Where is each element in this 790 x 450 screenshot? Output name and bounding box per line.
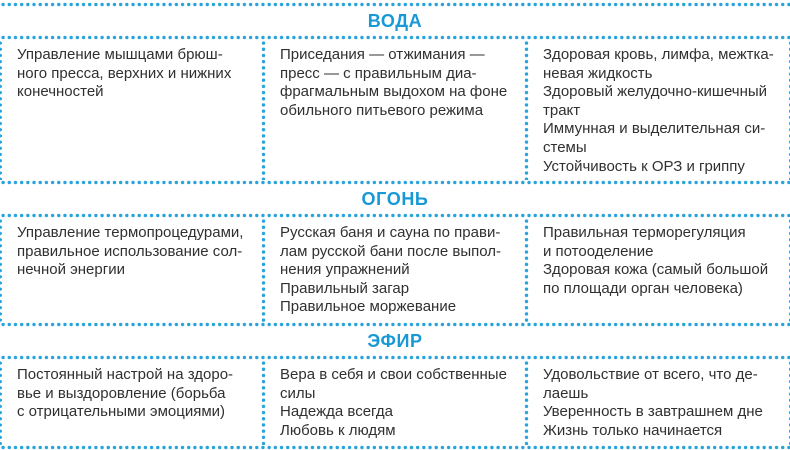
cell-text-line: Здоровая кожа (самый большой xyxy=(543,261,769,279)
section-title: ВОДА xyxy=(367,10,423,31)
cell-text-line: вье и выздоровление (борьба xyxy=(17,384,226,402)
table-cell xyxy=(529,360,787,445)
table-cell xyxy=(529,40,787,180)
section-voda xyxy=(0,7,790,185)
cell-text-line: Управление мышцами брюш- xyxy=(17,46,223,63)
cell-text-line: правильное использование сол- xyxy=(17,242,243,260)
cell-text-line: Надежда всегда xyxy=(280,403,393,421)
cell-text-line: с отрицательными эмоциями) xyxy=(17,403,226,421)
cell-text-line: Иммунная и выделительная си- xyxy=(543,120,766,138)
cell-text-line: Правильное моржевание xyxy=(280,298,457,316)
cell-text-line: Любовь к людям xyxy=(280,421,396,439)
table-row xyxy=(0,40,790,180)
cell-text-line: Уверенность в завтрашнем дне xyxy=(543,403,763,421)
section-title: ОГОНЬ xyxy=(361,188,429,209)
cell-text-line: Здоровый желудочно-кишечный xyxy=(543,83,768,101)
table-cell xyxy=(3,40,261,180)
cell-text-line: Управление термопроцедурами, xyxy=(17,224,244,241)
cell-text-line: Устойчивость к ОРЗ и гриппу xyxy=(543,157,745,175)
table-cell xyxy=(266,40,524,180)
section-header-efir xyxy=(0,327,790,355)
section-ogon xyxy=(0,185,790,327)
cell-text-line: стемы xyxy=(543,138,587,156)
cell-text-line: невая жидкость xyxy=(543,64,653,82)
cell-text-line: фрагмальным выдохом на фоне xyxy=(280,83,508,101)
cell-text-line: Правильный загар xyxy=(280,279,410,297)
dotted-divider xyxy=(0,445,790,450)
section-efir xyxy=(0,327,790,450)
cell-text-line: Здоровая кровь, лимфа, межтка- xyxy=(543,46,774,63)
cell-text-line: ного пресса, верхних и нижних xyxy=(17,64,232,82)
section-title: ЭФИР xyxy=(367,330,423,351)
cell-text-line: Вера в себя и свои собственные xyxy=(280,366,507,383)
section-header-voda xyxy=(0,7,790,35)
table-row xyxy=(0,360,790,445)
section-header-ogon xyxy=(0,185,790,213)
cell-text-line: пресс — с правильным диа- xyxy=(280,64,477,82)
cell-text-line: по площади орган человека) xyxy=(543,279,743,297)
cell-text-line: силы xyxy=(280,384,316,402)
cell-text-line: конечностей xyxy=(17,83,104,101)
cell-text-line: Жизнь только начинается xyxy=(543,421,723,439)
cell-text-line: Приседания — отжимания — xyxy=(280,46,485,63)
cell-text-line: нения упражнений xyxy=(280,261,410,279)
table-cell xyxy=(3,360,261,445)
cell-text-line: Удовольствие от всего, что де- xyxy=(543,366,758,383)
table-row xyxy=(0,218,790,322)
cell-text-line: нечной энергии xyxy=(17,261,125,279)
table-cell xyxy=(266,218,524,322)
table-cell xyxy=(3,218,261,322)
cell-text-line: лаешь xyxy=(543,384,589,402)
cell-text-line: Постоянный настрой на здоро- xyxy=(17,366,234,383)
cell-text-line: Правильная терморегуляция xyxy=(543,224,746,241)
table-cell xyxy=(529,218,787,322)
cell-text-line: Русская баня и сауна по прави- xyxy=(280,224,501,241)
cell-text-line: обильного питьевого режима xyxy=(280,101,484,119)
cell-text-line: лам русской бани после выпол- xyxy=(280,242,501,260)
cell-text-line: тракт xyxy=(543,101,581,119)
cell-text-line: и потооделение xyxy=(543,242,654,260)
table-cell xyxy=(266,360,524,445)
